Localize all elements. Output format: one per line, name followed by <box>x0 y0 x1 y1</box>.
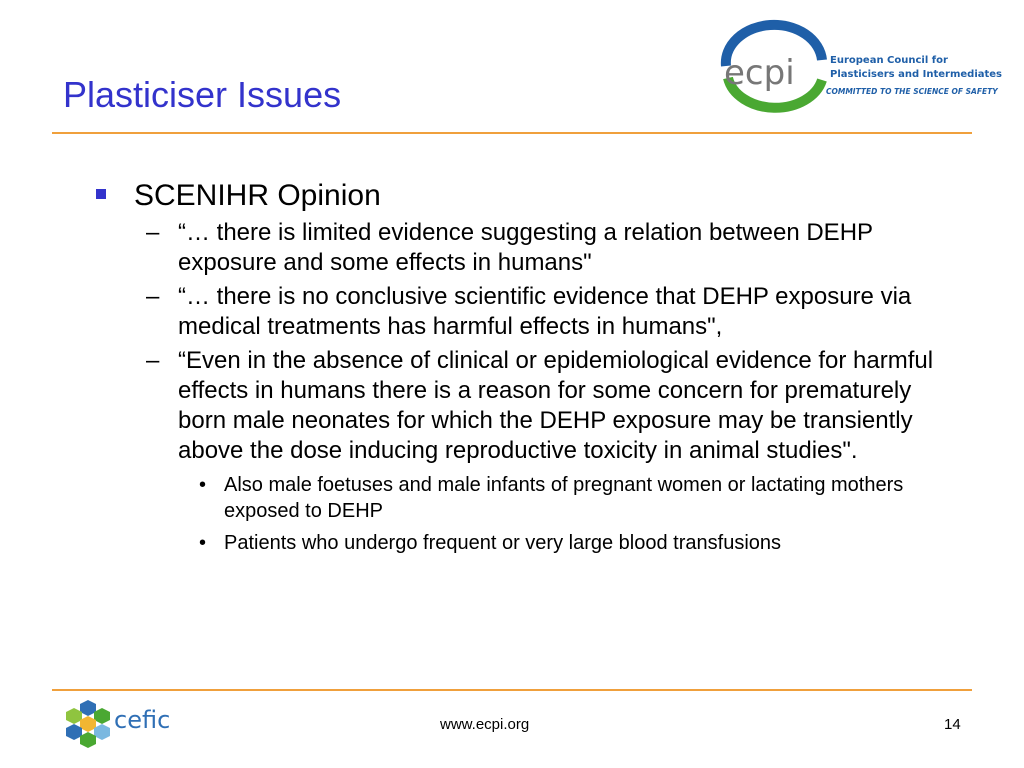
footer-url: www.ecpi.org <box>440 716 530 733</box>
page-number: 14 <box>944 716 961 733</box>
ecpi-logo-line1: European Council for <box>830 55 948 66</box>
quote-text: “… there is limited evidence suggesting a relation between DEHP exposure and some effects in humans" <box>178 219 873 276</box>
bottom-divider <box>52 689 972 691</box>
cefic-logo <box>66 696 186 753</box>
quote-item <box>96 282 956 342</box>
square-bullet-icon <box>96 189 106 199</box>
sub-bullet-item <box>96 530 956 556</box>
cefic-hexagon-cluster-icon <box>66 700 110 748</box>
slide-title: Plasticiser Issues <box>63 74 342 115</box>
top-divider <box>52 132 972 134</box>
quote-text: “… there is no conclusive scientific evidence that DEHP exposure via medical treatments has harmful effects in humans", <box>178 283 912 340</box>
dash-marker: – <box>146 219 160 246</box>
sub-bullet-item <box>96 472 956 524</box>
ecpi-logo-line2: Plasticisers and Intermediates <box>830 69 1003 80</box>
bullet-scenihr <box>96 178 956 214</box>
dash-marker: – <box>146 347 160 374</box>
quote-item <box>96 346 956 466</box>
slide-content <box>96 178 956 556</box>
dot-marker: • <box>199 532 207 554</box>
quote-item <box>96 218 956 278</box>
dash-marker: – <box>146 283 160 310</box>
bullet-heading: SCENIHR Opinion <box>134 179 381 212</box>
cefic-wordmark: cefic <box>114 706 171 734</box>
ecpi-logo-tagline: COMMITTED TO THE SCIENCE OF SAFETY <box>826 87 998 96</box>
sub-bullet-text: Patients who undergo frequent or very large blood transfusions <box>224 532 782 554</box>
ecpi-logo <box>718 26 1003 121</box>
dot-marker: • <box>199 474 207 496</box>
sub-bullet-text: Also male foetuses and male infants of pregnant women or lactating mothers exposed to DEHP <box>224 474 904 522</box>
ecpi-wordmark: ecpi <box>724 53 795 93</box>
quote-text: “Even in the absence of clinical or epidemiological evidence for harmful effects in humans there is a reason for some concern for prematurely born male neonates for which the DEHP exposure may be transiently above the dose inducing reproductive toxicity in animal studies". <box>178 347 934 464</box>
